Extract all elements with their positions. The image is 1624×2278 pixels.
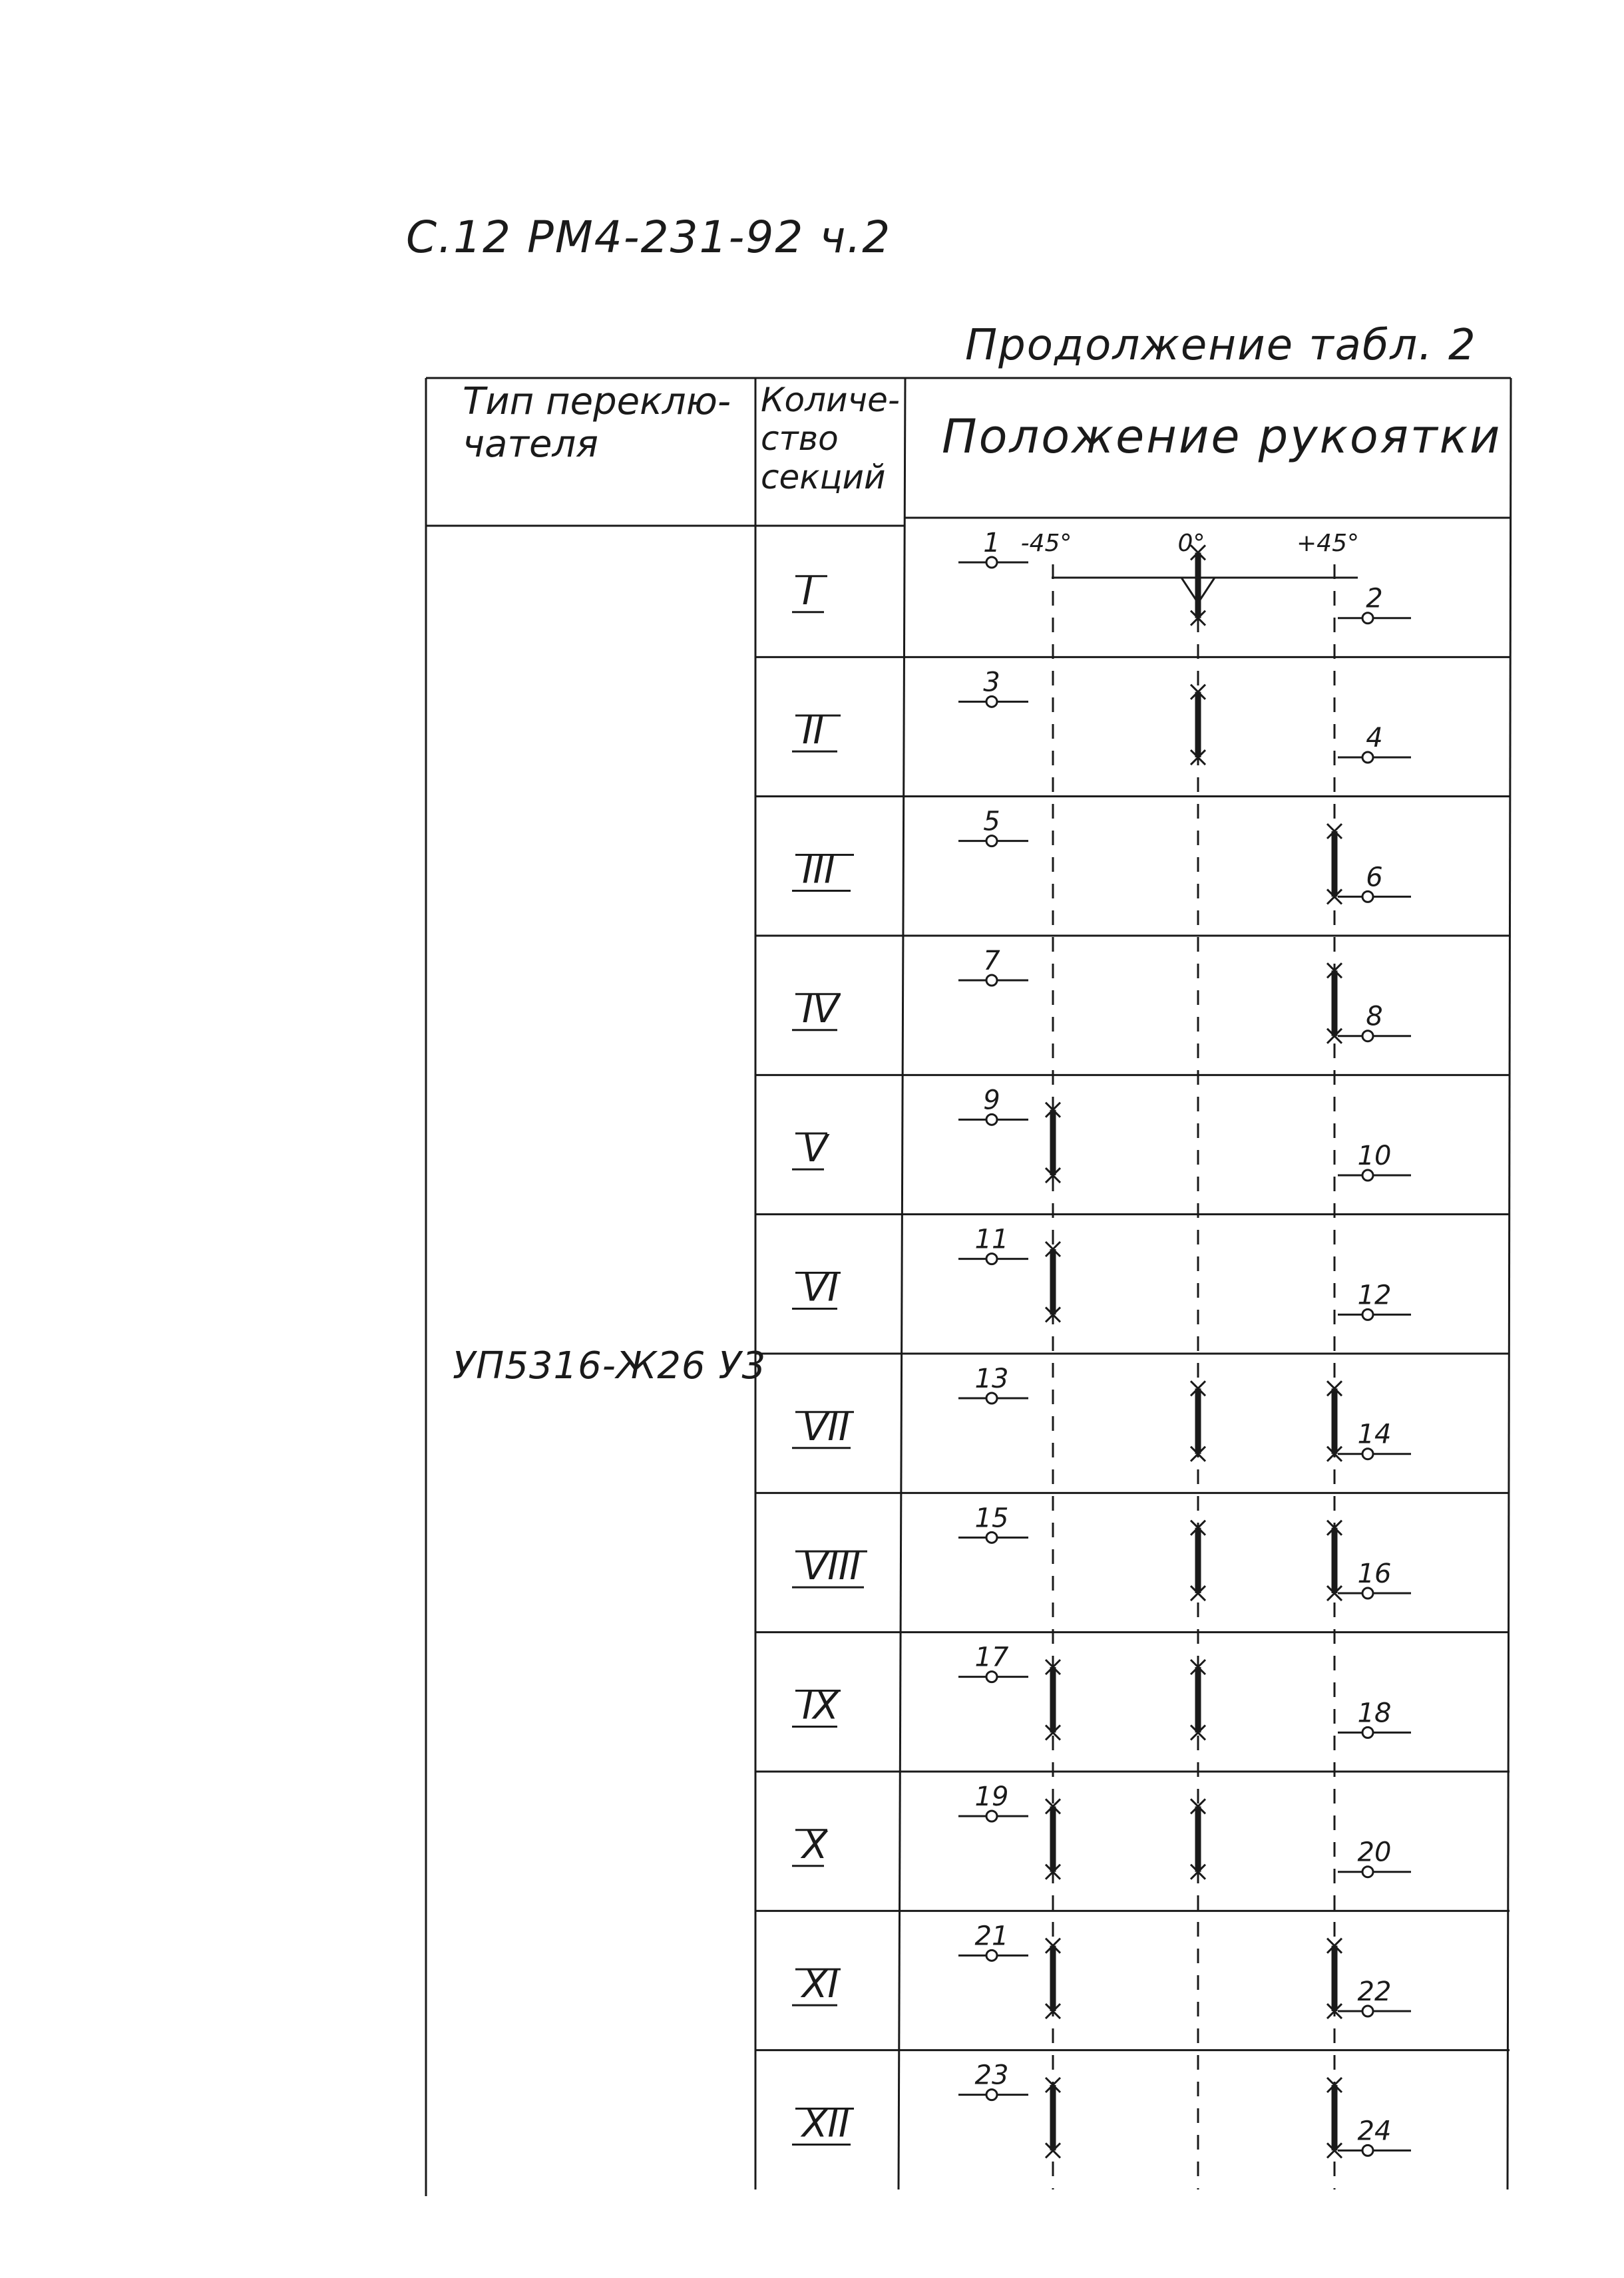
section-number: II: [802, 709, 825, 753]
left-contact-number: 7: [983, 945, 1000, 976]
section-row: [755, 1493, 1510, 1601]
right-contact-terminal: [1362, 752, 1373, 763]
right-contact-terminal: [1362, 2006, 1373, 2016]
left-contact-number: 17: [974, 1642, 1009, 1673]
left-contact-number: 21: [974, 1921, 1009, 1952]
left-contact-terminal: [986, 836, 997, 847]
right-contact-terminal: [1362, 1867, 1373, 1877]
left-contact-terminal: [986, 1254, 997, 1264]
left-contact-number: 23: [974, 2060, 1009, 2091]
left-contact-terminal: [986, 1950, 997, 1961]
left-contact-number: 15: [974, 1503, 1009, 1534]
section-row: [755, 657, 1510, 765]
right-contact-number: 18: [1357, 1698, 1392, 1729]
left-contact-number: 19: [974, 1781, 1009, 1812]
angle-label: +45°: [1297, 530, 1359, 557]
angle-label: -45°: [1020, 530, 1072, 557]
left-contact-terminal: [986, 2090, 997, 2100]
right-contact-terminal: [1362, 1309, 1373, 1320]
left-contact-terminal: [986, 1532, 997, 1543]
left-contact-number: 9: [983, 1085, 1000, 1116]
right-contact-terminal: [1362, 1031, 1373, 1042]
right-contact-terminal: [1362, 1449, 1373, 1459]
section-row: [755, 1911, 1510, 2018]
column-header-switch-type-line1: Тип переклю-: [463, 380, 731, 423]
page-reference: С.12 РМ4-231-92 ч.2: [406, 212, 892, 263]
left-contact-number: 13: [974, 1363, 1009, 1394]
right-contact-terminal: [1362, 1727, 1373, 1738]
left-contact-terminal: [986, 557, 997, 568]
section-number: I: [802, 570, 813, 614]
left-contact-terminal: [986, 696, 997, 707]
right-contact-terminal: [1362, 613, 1373, 624]
right-contact-number: 12: [1357, 1280, 1392, 1311]
right-contact-terminal: [1362, 1170, 1373, 1181]
section-number: X: [802, 1823, 828, 1867]
right-contact-number: 24: [1357, 2116, 1392, 2147]
right-contact-number: 14: [1357, 1419, 1392, 1450]
left-contact-number: 3: [983, 667, 1000, 698]
section-number: VII: [802, 1406, 850, 1449]
section-number: IV: [802, 988, 839, 1032]
right-contact-number: 16: [1357, 1559, 1392, 1590]
section-rows: [755, 528, 1510, 2158]
section-number: VI: [802, 1266, 839, 1310]
section-number: III: [802, 849, 835, 892]
left-contact-terminal: [986, 975, 997, 986]
left-contact-number: 1: [983, 527, 1000, 558]
section-row: [755, 1632, 1510, 1740]
right-contact-terminal: [1362, 2145, 1373, 2156]
column-header-section-count-line2: ство: [761, 419, 839, 458]
left-contact-terminal: [986, 1811, 997, 1821]
left-contact-number: 5: [983, 806, 1000, 837]
right-contact-number: 2: [1366, 583, 1383, 614]
right-contact-number: 4: [1366, 723, 1383, 754]
left-contact-terminal: [986, 1672, 997, 1682]
right-contact-number: 20: [1357, 1837, 1392, 1868]
section-number: XI: [802, 1963, 839, 2007]
section-number: IX: [802, 1684, 839, 1728]
column-header-handle-position: Положение рукоятки: [942, 409, 1502, 464]
table-right-border: [1508, 378, 1511, 2189]
section-row: [755, 936, 1510, 1044]
section-number: XII: [802, 2102, 850, 2146]
angle-label: 0°: [1177, 530, 1205, 557]
column-divider-2: [899, 378, 905, 2189]
switch-type-value: УП5316-Ж26 У3: [453, 1344, 767, 1388]
right-contact-terminal: [1362, 891, 1373, 902]
table-grid: [426, 378, 1511, 2196]
right-contact-terminal: [1362, 1588, 1373, 1599]
section-row: [755, 2050, 1510, 2158]
section-row: [755, 1075, 1510, 1183]
right-contact-number: 22: [1357, 1977, 1392, 2008]
section-number: V: [802, 1127, 828, 1171]
section-row: [755, 1354, 1510, 1461]
left-contact-terminal: [986, 1393, 997, 1404]
column-header-section-count-line3: секций: [761, 458, 886, 496]
section-number: VIII: [802, 1545, 861, 1589]
section-row: [755, 797, 1510, 904]
right-contact-number: 8: [1366, 1001, 1383, 1032]
left-contact-number: 11: [974, 1224, 1009, 1255]
section-row: [755, 1215, 1510, 1322]
left-contact-terminal: [986, 1114, 997, 1125]
right-contact-number: 10: [1357, 1141, 1392, 1172]
position-axes: [1021, 530, 1359, 2189]
table-continuation-title: Продолжение табл. 2: [965, 321, 1477, 370]
section-row: [755, 1772, 1510, 1879]
right-contact-number: 6: [1366, 862, 1383, 893]
column-header-section-count-line1: Количе-: [761, 381, 900, 419]
column-header-switch-type-line2: чателя: [463, 423, 598, 466]
